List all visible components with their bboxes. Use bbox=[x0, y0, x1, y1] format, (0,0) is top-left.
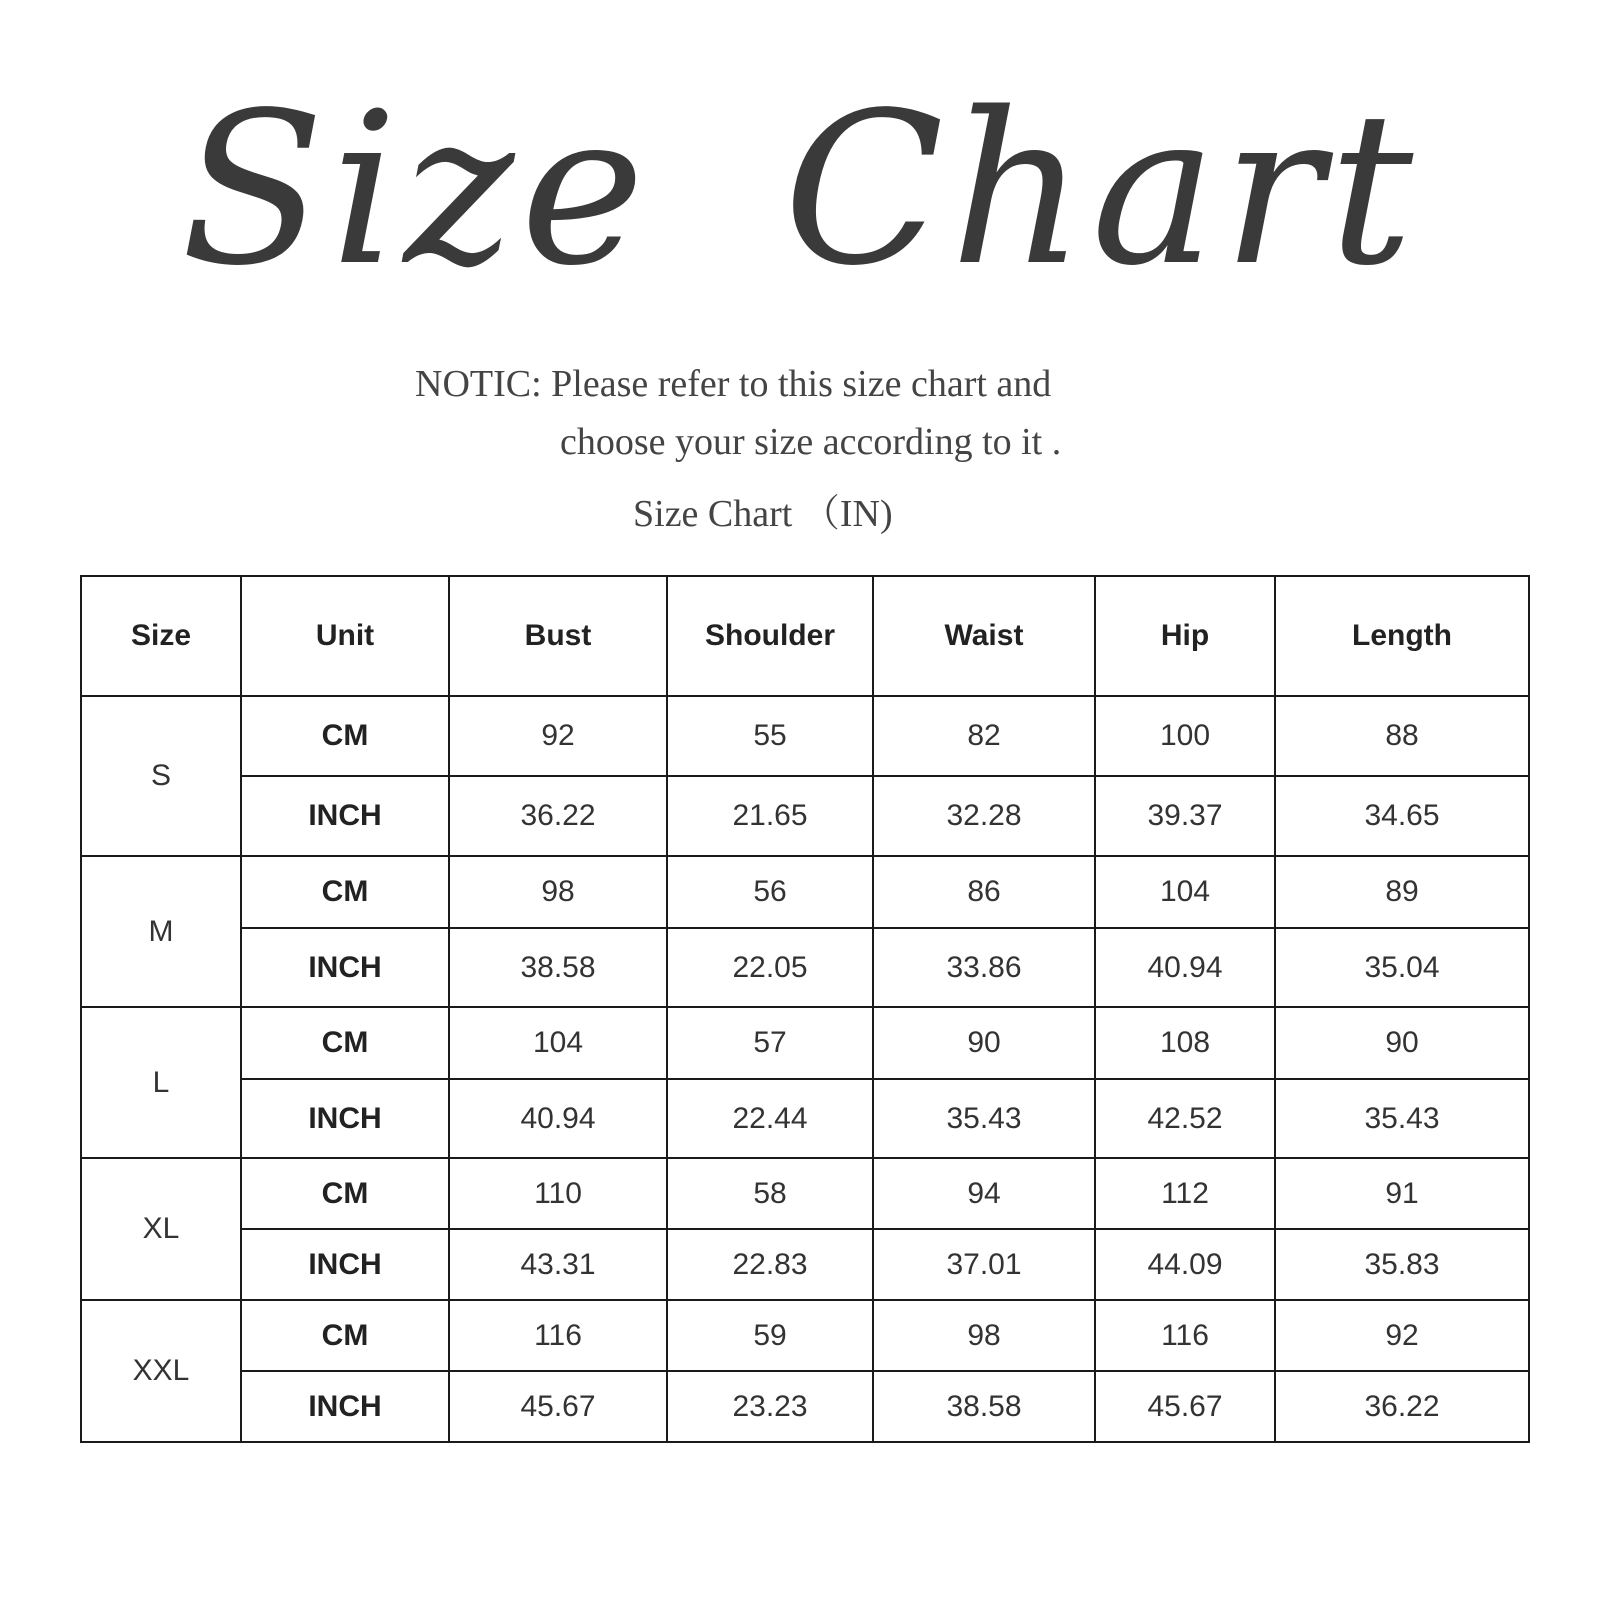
header-hip: Hip bbox=[1095, 576, 1275, 696]
table-row bbox=[81, 928, 1529, 1007]
value-cell: 116 bbox=[1095, 1300, 1275, 1371]
unit-cell: INCH bbox=[241, 776, 449, 856]
value-cell: 58 bbox=[667, 1158, 873, 1229]
value-cell: 90 bbox=[1275, 1007, 1529, 1079]
value-cell: 37.01 bbox=[873, 1229, 1095, 1300]
table-subtitle: Size Chart （IN) bbox=[633, 493, 893, 535]
table-row bbox=[81, 1371, 1529, 1442]
value-cell: 38.58 bbox=[449, 928, 667, 1007]
value-cell: 45.67 bbox=[449, 1371, 667, 1442]
value-cell: 42.52 bbox=[1095, 1079, 1275, 1158]
unit-cell: INCH bbox=[241, 1371, 449, 1442]
header-waist: Waist bbox=[873, 576, 1095, 696]
value-cell: 59 bbox=[667, 1300, 873, 1371]
table-row bbox=[81, 696, 1529, 776]
value-cell: 34.65 bbox=[1275, 776, 1529, 856]
size-cell: S bbox=[81, 696, 241, 856]
header-shoulder: Shoulder bbox=[667, 576, 873, 696]
header-size: Size bbox=[81, 576, 241, 696]
unit-cell: INCH bbox=[241, 1229, 449, 1300]
value-cell: 82 bbox=[873, 696, 1095, 776]
size-cell: XL bbox=[81, 1158, 241, 1300]
size-cell: L bbox=[81, 1007, 241, 1158]
unit-cell: CM bbox=[241, 856, 449, 928]
value-cell: 35.43 bbox=[1275, 1079, 1529, 1158]
value-cell: 39.37 bbox=[1095, 776, 1275, 856]
value-cell: 23.23 bbox=[667, 1371, 873, 1442]
header-bust: Bust bbox=[449, 576, 667, 696]
value-cell: 92 bbox=[449, 696, 667, 776]
value-cell: 32.28 bbox=[873, 776, 1095, 856]
value-cell: 86 bbox=[873, 856, 1095, 928]
header-unit: Unit bbox=[241, 576, 449, 696]
value-cell: 100 bbox=[1095, 696, 1275, 776]
table-row bbox=[81, 1158, 1529, 1229]
value-cell: 22.05 bbox=[667, 928, 873, 1007]
value-cell: 110 bbox=[449, 1158, 667, 1229]
value-cell: 38.58 bbox=[873, 1371, 1095, 1442]
value-cell: 104 bbox=[1095, 856, 1275, 928]
value-cell: 21.65 bbox=[667, 776, 873, 856]
value-cell: 56 bbox=[667, 856, 873, 928]
value-cell: 35.04 bbox=[1275, 928, 1529, 1007]
header-row bbox=[81, 576, 1529, 696]
value-cell: 92 bbox=[1275, 1300, 1529, 1371]
value-cell: 43.31 bbox=[449, 1229, 667, 1300]
size-cell: XXL bbox=[81, 1300, 241, 1442]
unit-cell: CM bbox=[241, 1007, 449, 1079]
value-cell: 55 bbox=[667, 696, 873, 776]
size-table bbox=[80, 575, 1530, 1443]
value-cell: 45.67 bbox=[1095, 1371, 1275, 1442]
value-cell: 22.44 bbox=[667, 1079, 873, 1158]
value-cell: 36.22 bbox=[449, 776, 667, 856]
value-cell: 40.94 bbox=[449, 1079, 667, 1158]
notice-line-2: choose your size according to it . bbox=[560, 421, 1062, 463]
value-cell: 22.83 bbox=[667, 1229, 873, 1300]
table-row bbox=[81, 1007, 1529, 1079]
value-cell: 90 bbox=[873, 1007, 1095, 1079]
size-cell: M bbox=[81, 856, 241, 1007]
value-cell: 35.83 bbox=[1275, 1229, 1529, 1300]
value-cell: 98 bbox=[873, 1300, 1095, 1371]
value-cell: 94 bbox=[873, 1158, 1095, 1229]
value-cell: 44.09 bbox=[1095, 1229, 1275, 1300]
value-cell: 108 bbox=[1095, 1007, 1275, 1079]
value-cell: 116 bbox=[449, 1300, 667, 1371]
value-cell: 57 bbox=[667, 1007, 873, 1079]
value-cell: 91 bbox=[1275, 1158, 1529, 1229]
table-row bbox=[81, 1229, 1529, 1300]
unit-cell: INCH bbox=[241, 1079, 449, 1158]
header-length: Length bbox=[1275, 576, 1529, 696]
value-cell: 89 bbox=[1275, 856, 1529, 928]
table-row bbox=[81, 1300, 1529, 1371]
notice-line-1: NOTIC: Please refer to this size chart and bbox=[415, 363, 1052, 405]
table-row bbox=[81, 856, 1529, 928]
value-cell: 40.94 bbox=[1095, 928, 1275, 1007]
unit-cell: INCH bbox=[241, 928, 449, 1007]
unit-cell: CM bbox=[241, 1300, 449, 1371]
value-cell: 98 bbox=[449, 856, 667, 928]
table-row bbox=[81, 776, 1529, 856]
page-title: Size Chart bbox=[180, 67, 1420, 312]
unit-cell: CM bbox=[241, 1158, 449, 1229]
value-cell: 36.22 bbox=[1275, 1371, 1529, 1442]
table-row bbox=[81, 1079, 1529, 1158]
value-cell: 112 bbox=[1095, 1158, 1275, 1229]
value-cell: 33.86 bbox=[873, 928, 1095, 1007]
value-cell: 104 bbox=[449, 1007, 667, 1079]
value-cell: 88 bbox=[1275, 696, 1529, 776]
value-cell: 35.43 bbox=[873, 1079, 1095, 1158]
unit-cell: CM bbox=[241, 696, 449, 776]
